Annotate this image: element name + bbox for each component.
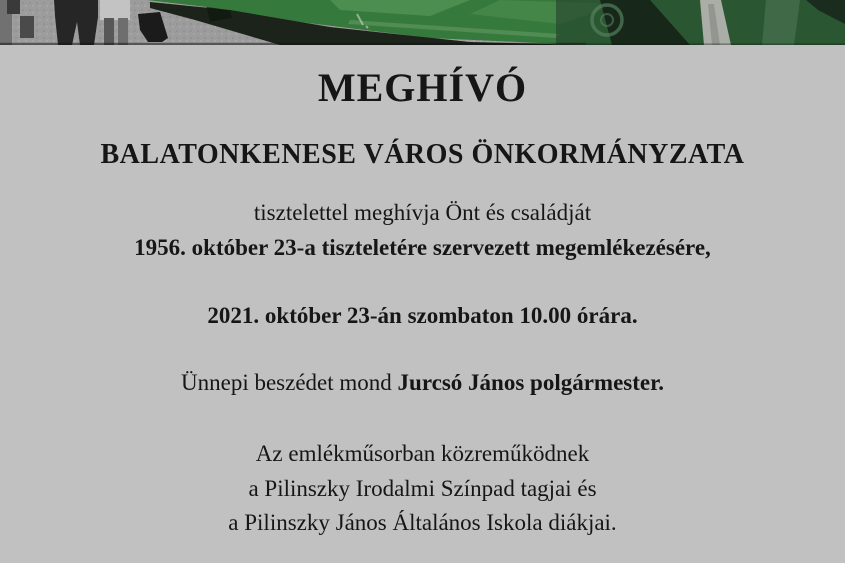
speaker-name: Jurcsó János polgármester. <box>397 370 664 395</box>
dark-shape <box>7 0 20 14</box>
leg <box>118 18 128 45</box>
invite-line: tisztelettel meghívja Önt és családját <box>253 200 592 225</box>
event-line: 1956. október 23-a tiszteletére szervezett megemlékezésére, <box>134 235 711 260</box>
page-title: MEGHÍVÓ <box>317 65 528 110</box>
flag-light-fold <box>762 0 800 45</box>
photo-1956-street-scene <box>0 0 845 45</box>
photo-bottom-edge <box>0 43 586 45</box>
program-line-1: Az emlékműsorban közreműködnek <box>255 441 590 466</box>
header-photo <box>0 0 845 45</box>
program-line-3: a Pilinszky János Általános Iskola diákjai. <box>228 510 617 535</box>
photo-bottom-edge-right <box>586 43 845 45</box>
small-figure <box>20 16 34 38</box>
speech-line-regular: Ünnepi beszédet mond <box>181 370 398 395</box>
speech-line <box>0 370 845 396</box>
program-line-2: a Pilinszky Irodalmi Színpad tagjai és <box>248 476 597 501</box>
date-time-line: 2021. október 23-án szombaton 10.00 órára. <box>207 303 638 328</box>
leg <box>104 18 114 45</box>
organization-name: BALATONKENESE VÁROS ÖNKORMÁNYZATA <box>100 139 745 170</box>
light-coat-figure <box>100 0 130 20</box>
